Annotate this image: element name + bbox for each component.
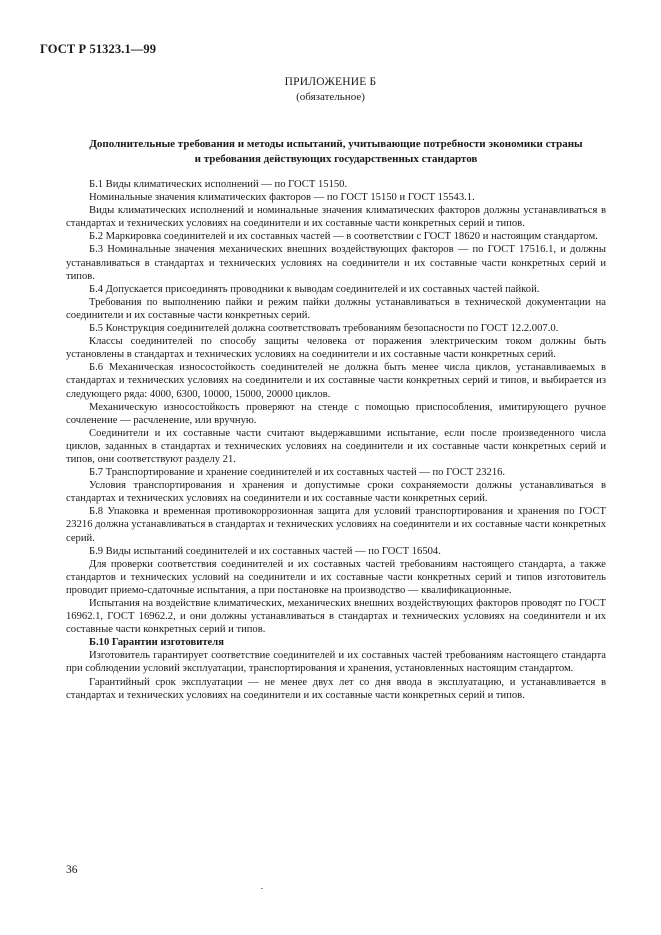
paragraph-b9-tests: Испытания на воздействие климатических, механических внешних воздействующих факторов проводят по ГОСТ 16962.1, ГОСТ 16962.2, и они должны устанавливаться в стандартах и технических условиях на соединители и их составные части конкретных серий и типов. bbox=[66, 598, 606, 636]
appendix-title: ПРИЛОЖЕНИЕ Б bbox=[284, 76, 377, 88]
paragraph-b1: Б.1 Виды климатических исполнений — по ГОСТ 15150. bbox=[89, 179, 348, 190]
document-body bbox=[66, 178, 606, 702]
paragraph-b2: Б.2 Маркировка соединителей и их составных частей — в соответствии с ГОСТ 18620 и настоящим стандартом. bbox=[89, 231, 598, 243]
paragraph-b5: Б.5 Конструкция соединителей должна соответствовать требованиям безопасности по ГОСТ 12.2.007.0. bbox=[89, 323, 559, 335]
paragraph-b10-title: Б.10 Гарантии изготовителя bbox=[89, 637, 224, 649]
paragraph-b7: Б.7 Транспортирование и хранение соединителей и их составных частей — по ГОСТ 23216. bbox=[89, 467, 506, 479]
paragraph-b10-guarantee: Изготовитель гарантирует соответствие соединителей и их составных частей требованиям настоящего стандарта при соблюдении условий эксплуатации, транспортирования и хранения, установленных настоящим стандартом. bbox=[66, 650, 606, 675]
paragraph-b6: Б.6 Механическая износостойкость соединителей не должна быть менее числа циклов, устанавливаемых в стандартах и технических условиях на соединители и их составные части конкретных серий и типов, и выбирается из следующего ряда: 4000, 6300, 10000, 15000, 20000 циклов. bbox=[66, 362, 606, 400]
document-code: ГОСТ Р 51323.1—99 bbox=[40, 42, 157, 56]
paragraph-b9: Б.9 Виды испытаний соединителей и их составных частей — по ГОСТ 16504. bbox=[89, 545, 441, 557]
paragraph-b1-factors: Номинальные значения климатических факторов — по ГОСТ 15150 и ГОСТ 15543.1. bbox=[89, 192, 475, 204]
paragraph-b6-test: Механическую износостойкость проверяют на стенде с помощью приспособления, имитирующего ручное сочленение — расчленение, или вручную. bbox=[66, 401, 606, 426]
paragraph-b4: Б.4 Допускается присоединять проводники к выводам соединителей и их составных частей пайкой. bbox=[89, 283, 540, 295]
paragraph-b10-warranty: Гарантийный срок эксплуатации — не менее двух лет со дня ввода в эксплуатацию, и устанавливается в стандартах и технических условиях на соединители и их составные части конкретных серий и типов. bbox=[66, 676, 606, 701]
scan-speck bbox=[261, 888, 263, 889]
section-heading bbox=[66, 137, 606, 167]
section-heading-line-2: и требования действующих государственных стандартов bbox=[194, 153, 478, 165]
paragraph-b8: Б.8 Упаковка и временная противокоррозионная защита для условий транспортирования и хранения по ГОСТ 23216 должна устанавливаться в стандартах и технических условиях на соединители и их составные части конкретных серий. bbox=[66, 506, 606, 544]
appendix-status: (обязательное) bbox=[296, 91, 365, 103]
paragraph-b1-requirements: Виды климатических исполнений и номинальные значения климатических факторов должны устанавливаться в стандартах и технических условиях на соединители и их составные части конкретных серий и типов. bbox=[66, 205, 606, 230]
paragraph-b7-conditions: Условия транспортирования и хранения и допустимые сроки сохраняемости должны устанавливаться в стандартах и технических условиях на соединители и их составные части конкретных серий. bbox=[66, 480, 606, 505]
paragraph-b9-acceptance: Для проверки соответствия соединителей и их составных частей требованиям настоящего стандарта, а также стандартов и технических условий на соединители и их составные части конкретных серий и типов изготовитель проводит приемо-сдаточные испытания, а при постановке на производство — квалификационные. bbox=[66, 558, 606, 596]
paragraph-b6-result: Соединители и их составные части считают выдержавшими испытание, если после произведенного числа циклов, заданных в стандартах и технических условиях на соединители и их составные части конкретных серий и типов, они соответствуют разделу 21. bbox=[66, 427, 606, 465]
paragraph-b3: Б.3 Номинальные значения механических внешних воздействующих факторов — по ГОСТ 17516.1, и должны устанавливаться в стандартах и технических условиях на соединители и их составные части конкретных серий и типов. bbox=[66, 244, 606, 282]
section-heading-line-1: Дополнительные требования и методы испытаний, учитывающие потребности экономики страны bbox=[89, 138, 583, 150]
paragraph-b4-soldering: Требования по выполнению пайки и режим пайки должны устанавливаться в технической документации на соединители и их составные части конкретных серий. bbox=[66, 296, 606, 321]
paragraph-b5-classes: Классы соединителей по способу защиты человека от поражения электрическим током должны быть установлены в стандартах и технических условиях на соединители и их составные части конкретных серий. bbox=[66, 336, 606, 361]
page-number: 36 bbox=[66, 864, 78, 876]
